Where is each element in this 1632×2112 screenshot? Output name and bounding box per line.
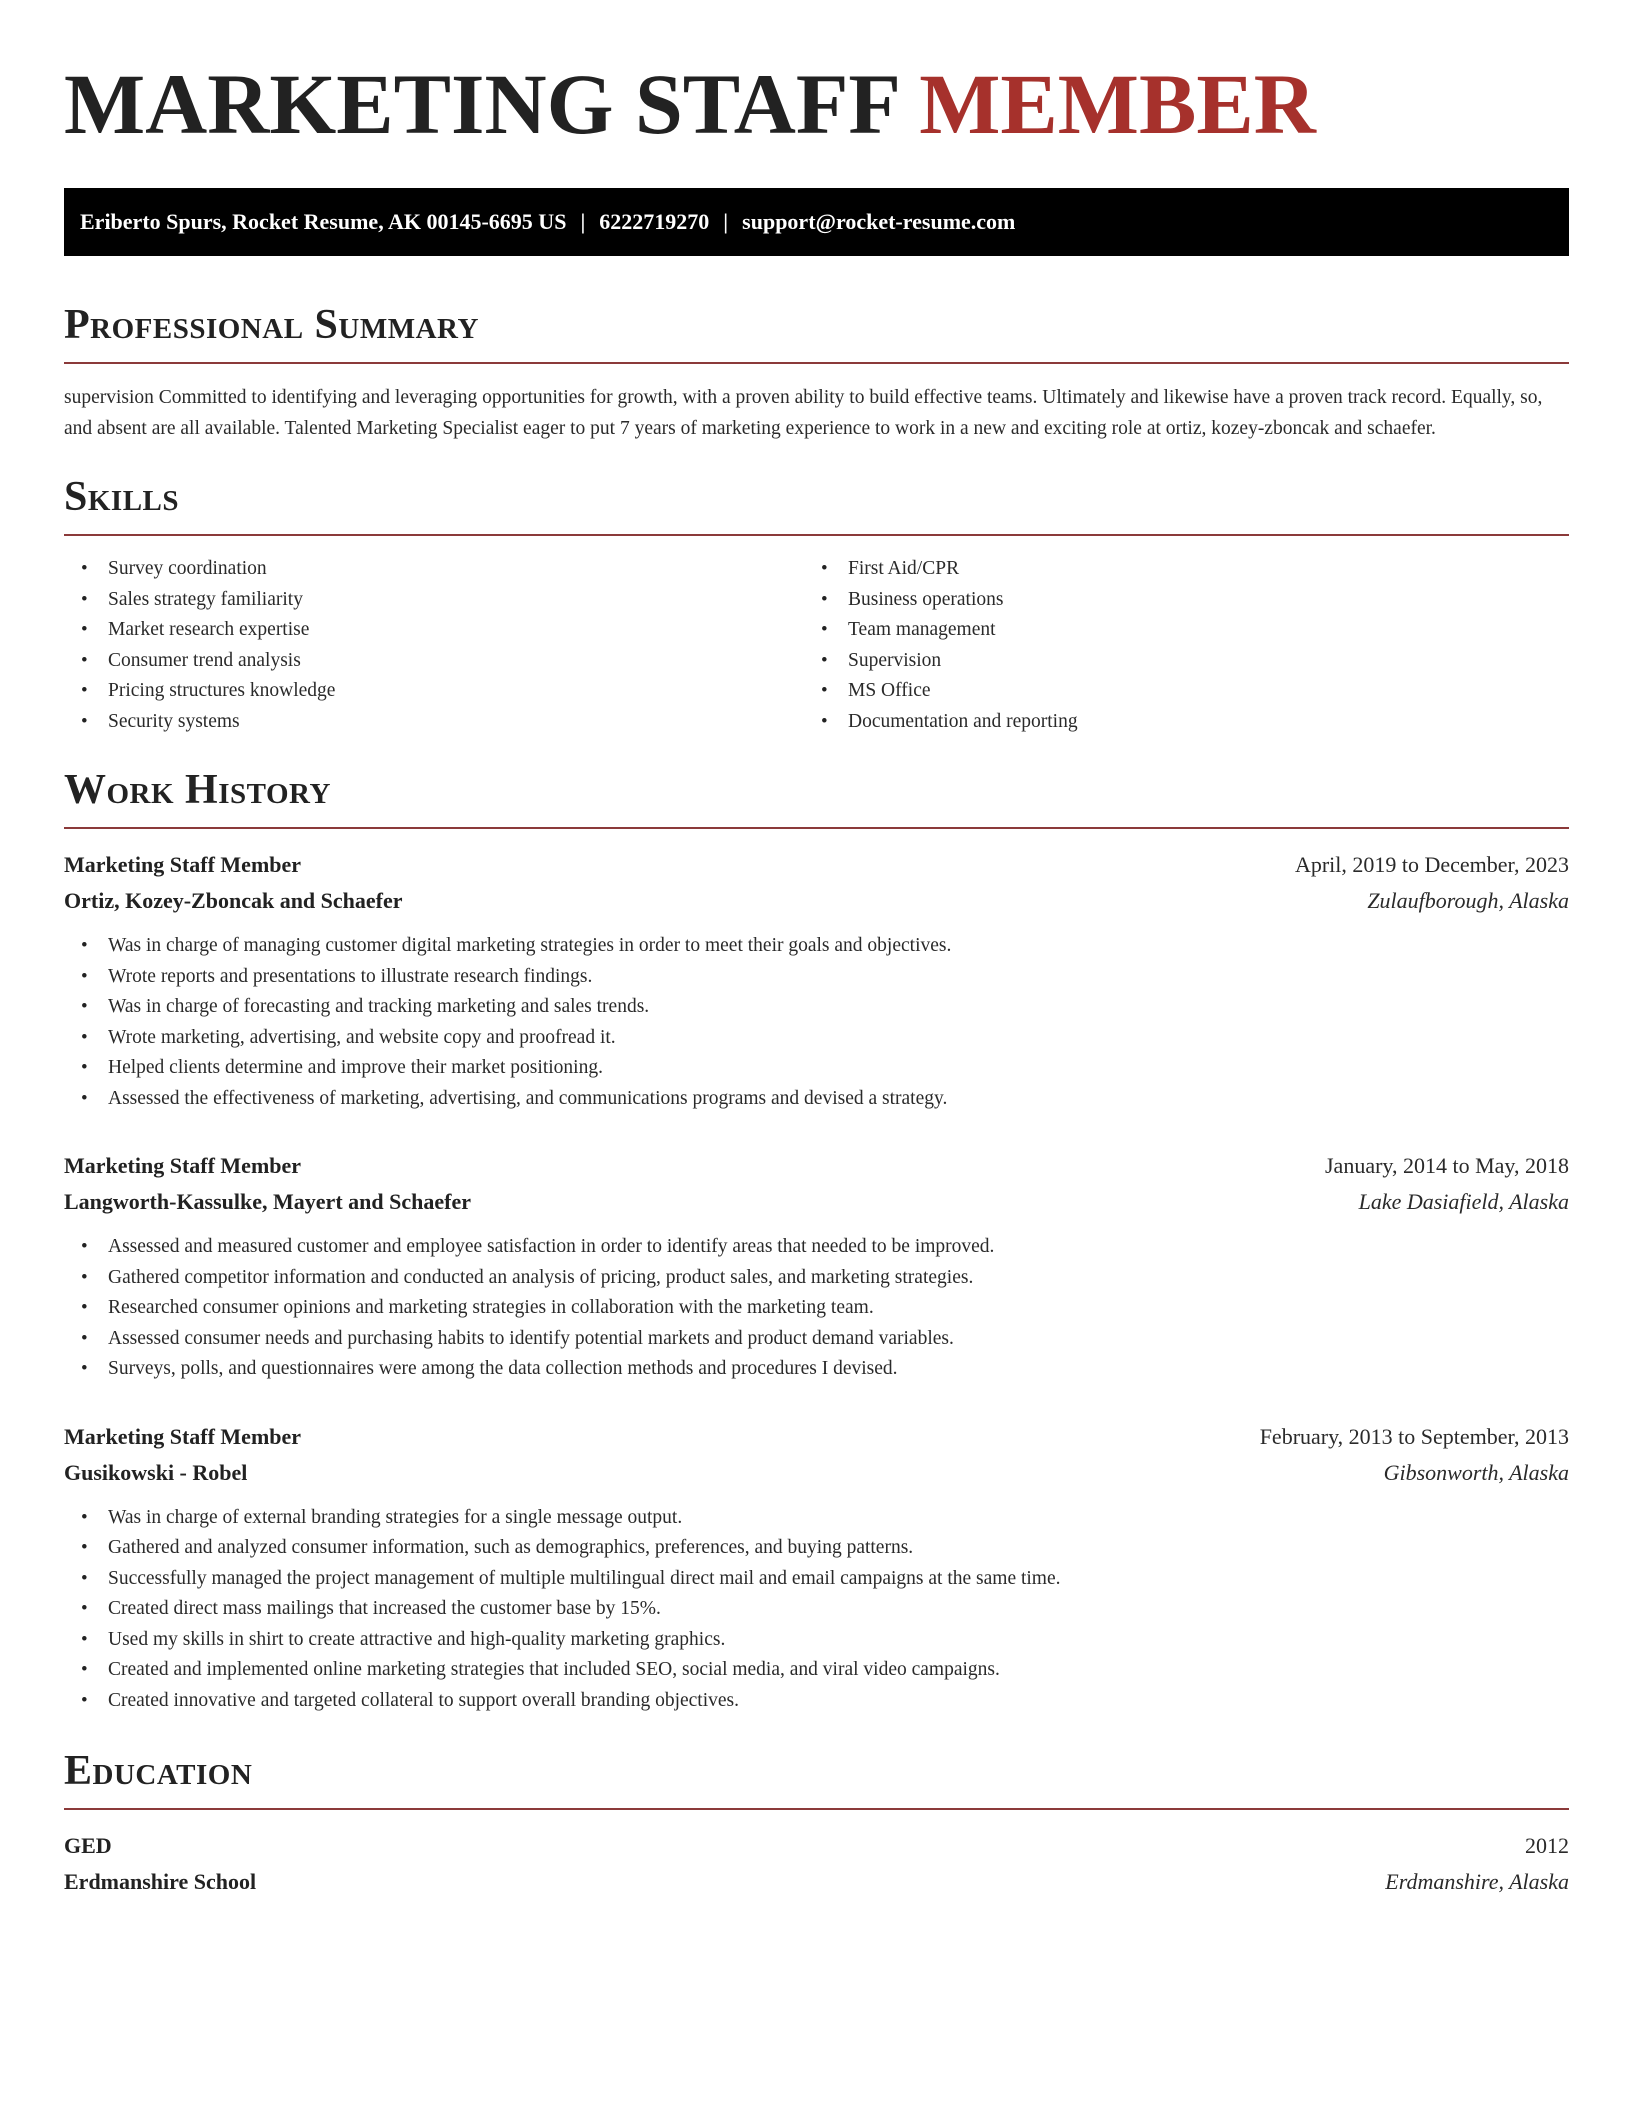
job-bullet: • Gathered competitor information and conducted an analysis of pricing, product sales, and marketing strategies. [64,1263,1569,1294]
summary-text: supervision Committed to identifying and leveraging opportunities for growth, with a proven ability to build effective teams. Ultimately and likewise have a proven track record. Equally, so, and absent are all available. Talented Marketing Specialist eager to put 7 years of marketing experience to work in a new and exciting role at ortiz, kozey-zboncak and schaefer. [64,387,1543,439]
skill-item: • Pricing structures knowledge [64,676,804,707]
skill-item: • Documentation and reporting [804,707,1544,738]
skill-item: • First Aid/CPR [804,554,1544,585]
job-bullet: • Successfully managed the project management of multiple multilingual direct mail and email campaigns at the same time. [64,1564,1569,1595]
job-location: Lake Dasiafield, Alaska [1358,1189,1569,1214]
job-title: Marketing Staff Member [64,1153,302,1178]
job-bullet: • Was in charge of managing customer digital marketing strategies in order to meet their goals and objectives. [64,931,1569,962]
education-entry [64,1828,1569,1900]
job-bullet: • Created and implemented online marketing strategies that included SEO, social media, and viral video campaigns. [64,1655,1569,1686]
job-dates: April, 2019 to December, 2023 [1294,852,1569,877]
work-history-heading: Work History [64,767,331,813]
job-bullet: • Researched consumer opinions and marketing strategies in collaboration with the marketing team. [64,1293,1569,1324]
job-title: Marketing Staff Member [64,852,302,877]
education-school: Erdmanshire School [64,1869,257,1894]
education-location: Erdmanshire, Alaska [1385,1869,1569,1894]
skills-grid [64,554,1569,737]
job-dates: February, 2013 to September, 2013 [1259,1423,1569,1449]
job-bullet: • Created innovative and targeted collateral to support overall branding objectives. [64,1686,1569,1717]
job-bullet: • Assessed the effectiveness of marketing, advertising, and communications programs and devised a strategy. [64,1084,1569,1115]
skills-section [64,472,1569,737]
work-history-section [64,765,1569,1716]
summary-section [64,300,1569,444]
job-location: Gibsonworth, Alaska [1383,1459,1569,1485]
job-company: Ortiz, Kozey-Zboncak and Schaefer [64,888,403,913]
section-divider [64,1808,1569,1810]
contact-email[interactable]: support@rocket-resume.com [742,209,1016,234]
skill-item: • Business operations [804,585,1544,616]
job-bullet: • Wrote reports and presentations to illustrate research findings. [64,962,1569,993]
job-bullet: • Was in charge of forecasting and tracking marketing and sales trends. [64,992,1569,1023]
job-bullet: • Gathered and analyzed consumer information, such as demographics, preferences, and buying patterns. [64,1533,1569,1564]
education-section [64,1746,1569,1900]
education-heading: Education [64,1748,253,1794]
job-bullet: • Assessed and measured customer and employee satisfaction in order to identify areas that needed to be improved. [64,1232,1569,1263]
job-bullet: • Created direct mass mailings that increased the customer base by 15%. [64,1594,1569,1625]
title-main: MARKETING STAFF [64,56,898,152]
section-divider [64,827,1569,829]
skill-item: • Market research expertise [64,615,804,646]
skill-item: • MS Office [804,676,1544,707]
skill-item: • Supervision [804,646,1544,677]
job-bullet: • Wrote marketing, advertising, and website copy and proofread it. [64,1023,1569,1054]
job-company: Gusikowski - Robel [64,1459,248,1485]
contact-phone[interactable]: 6222719270 [599,209,710,234]
section-divider [64,362,1569,364]
skill-item: • Sales strategy familiarity [64,585,804,616]
page-title [64,58,1569,150]
skill-item: • Survey coordination [64,554,804,585]
job-entry [64,1419,1569,1717]
job-bullet: • Was in charge of external branding strategies for a single message output. [64,1503,1569,1534]
job-entry [64,847,1569,1114]
skill-item: • Security systems [64,707,804,738]
job-bullet: • Assessed consumer needs and purchasing habits to identify potential markets and product demand variables. [64,1324,1569,1355]
contact-address: Eriberto Spurs, Rocket Resume, AK 00145-6695 US [80,209,567,234]
skills-heading: Skills [64,474,180,520]
job-bullets [64,931,1569,1114]
job-bullet: • Used my skills in shirt to create attractive and high-quality marketing graphics. [64,1625,1569,1656]
contact-bar [64,188,1569,256]
skills-list-left [64,554,804,737]
job-title: Marketing Staff Member [64,1423,302,1449]
job-entry [64,1148,1569,1385]
section-divider [64,534,1569,536]
title-accent: MEMBER [919,56,1316,152]
job-bullets [64,1503,1569,1717]
education-year: 2012 [1525,1833,1569,1858]
skills-list-right [804,554,1544,737]
contact-separator: | [580,209,586,234]
job-location: Zulaufborough, Alaska [1367,888,1569,913]
skill-item: • Team management [804,615,1544,646]
job-bullets [64,1232,1569,1385]
summary-heading: Professional Summary [64,302,479,348]
job-company: Langworth-Kassulke, Mayert and Schaefer [64,1189,471,1214]
job-dates: January, 2014 to May, 2018 [1325,1153,1569,1178]
education-degree: GED [64,1833,112,1858]
job-bullet: • Helped clients determine and improve their market positioning. [64,1053,1569,1084]
contact-separator: | [723,209,729,234]
skill-item: • Consumer trend analysis [64,646,804,677]
job-bullet: • Surveys, polls, and questionnaires were among the data collection methods and procedures I devised. [64,1354,1569,1385]
